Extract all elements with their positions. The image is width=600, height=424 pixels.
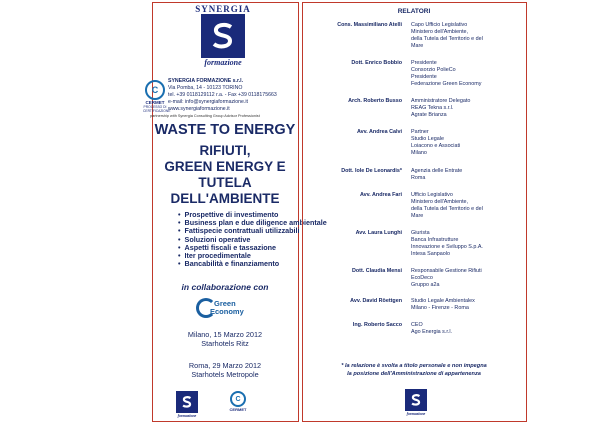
speaker-role: Ufficio Legislativo Ministero dell'Ambiente, della Tutela del Territorio e del Mare xyxy=(411,192,483,219)
title-sub-line: GREEN ENERGY E xyxy=(164,159,286,174)
speaker-name: Ing. Roberto Sacco xyxy=(352,322,402,328)
brand-sub: formazione xyxy=(204,58,242,67)
left-border-top xyxy=(152,2,298,3)
speaker-role: Studio Legale Ambientalex Milano - Firenze - Roma xyxy=(411,298,475,311)
cermet-label: CERMET xyxy=(229,407,247,412)
company-phone: tel. +39 0118129112 r.a. - Fax +39 0118175663 xyxy=(168,92,277,98)
cermet-certification xyxy=(143,80,171,113)
topic-item: • Aspetti fiscali e tassazione xyxy=(178,244,327,252)
brand-sub: formazione xyxy=(177,413,197,418)
topic-item: • Business plan e due diligence ambientale xyxy=(178,219,327,227)
right-border-bottom xyxy=(302,421,526,422)
cermet-sub: PROCESSO DI CERTIFICAZIONE xyxy=(143,105,171,113)
speaker-name: Avv. David Röettgen xyxy=(350,298,402,304)
topic-item: • Iter procedimentale xyxy=(178,252,327,260)
event-venue: Starhotels Ritz xyxy=(201,339,249,348)
speaker-role: Capo Ufficio Legislativo Ministero dell'Ambiente, della Tutela del Territorio e del Mare xyxy=(411,22,483,49)
speaker-role: Partner Studio Legale Loiacono e Associati Milano xyxy=(411,129,461,156)
right-border-top xyxy=(302,2,526,3)
partnership-line: partnership with Synergia Consulting Group Advisor Professionist xyxy=(150,114,260,118)
speaker-role: Amministratore Delegato REAG Tekna s.r.l. Agrate Brianza xyxy=(411,98,471,118)
speaker-name: Arch. Roberto Busso xyxy=(348,98,402,104)
event-date: Milano, 15 Marzo 2012 xyxy=(187,330,263,339)
topic-item: • Bancabilità e finanziamento xyxy=(178,260,327,268)
topic-item: • Prospettive di investimento xyxy=(178,211,327,219)
speaker-name: Avv. Andrea Calvi xyxy=(356,129,402,135)
company-address: Via Pomba, 14 - 10123 TORINO xyxy=(168,85,243,91)
speaker-name: Dott. Claudia Mensi xyxy=(351,268,402,274)
cermet-c-icon: C xyxy=(230,391,246,407)
title-sub-line: RIFIUTI, xyxy=(199,143,251,158)
left-border-bottom xyxy=(152,421,298,422)
speaker-name: Avv. Laura Lunghi xyxy=(355,230,402,236)
speaker-role: Responsabile Gestione Rifiuti EcoDeco Gruppo a2a xyxy=(411,268,482,288)
title-sub xyxy=(150,143,300,207)
collaboration-label: in collaborazione con xyxy=(181,282,269,292)
company-web: www.synergiaformazione.it xyxy=(168,106,230,112)
cermet-label: CERMET xyxy=(145,100,165,105)
synergia-s-icon xyxy=(176,391,198,413)
speaker-role: Agenzia delle Entrate Roma xyxy=(411,168,463,181)
event-milano xyxy=(150,330,300,348)
synergia-logo-footer xyxy=(405,389,427,416)
topic-item: • Fattispecie contrattuali utilizzabili xyxy=(178,227,327,235)
speaker-name: Avv. Andrea Fari xyxy=(359,192,402,198)
left-border-left xyxy=(152,2,153,422)
speaker-name: Cons. Massimiliano Atelli xyxy=(337,22,402,28)
synergia-logo xyxy=(188,4,258,67)
topic-item: • Soluzioni operative xyxy=(178,236,327,244)
speaker-role: Giurista Banca Infrastrutture Innovazione e Sviluppo S.p.A. Intesa Sanpaolo xyxy=(411,230,483,257)
disclaimer-note: * la relazione è svolta a titolo personale e non impegna la posizione dell'Amministrazione di appartenenza xyxy=(341,363,487,377)
right-border-right xyxy=(526,2,527,422)
speaker-role: CEO Ago Energia s.r.l. xyxy=(411,322,453,335)
brand-sub: formazione xyxy=(406,411,426,416)
company-info xyxy=(168,78,277,113)
synergia-s-icon xyxy=(201,14,245,58)
cermet-certification-small xyxy=(226,391,250,412)
speaker-role: Presidente Consorzio PolieCo Presidente Federazione Green Economy xyxy=(411,60,482,87)
company-name: SYNERGIA FORMAZIONE s.r.l. xyxy=(168,78,244,84)
green-economy-logo xyxy=(196,296,256,324)
event-roma xyxy=(150,361,300,379)
right-border-left xyxy=(302,2,303,422)
synergia-logo-small xyxy=(176,391,198,418)
speaker-name: Dott. Iole De Leonardis* xyxy=(341,168,402,174)
relatori-heading: RELATORI xyxy=(397,8,431,15)
event-venue: Starhotels Metropole xyxy=(191,370,259,379)
brand-name: SYNERGIA xyxy=(195,4,251,14)
company-email: e-mail: info@synergiaformazione.it xyxy=(168,99,248,105)
title-sub-line: TUTELA DELL'AMBIENTE xyxy=(170,175,280,206)
speaker-name: Dott. Enrico Bobbio xyxy=(351,60,402,66)
green-economy-line1: Green xyxy=(214,299,236,308)
cermet-c-icon: C xyxy=(145,80,165,100)
green-economy-line2: Economy xyxy=(210,307,244,316)
event-date: Roma, 29 Marzo 2012 xyxy=(188,361,262,370)
title-main: WASTE TO ENERGY xyxy=(154,122,296,138)
synergia-s-icon xyxy=(405,389,427,411)
topics-list xyxy=(178,211,327,268)
